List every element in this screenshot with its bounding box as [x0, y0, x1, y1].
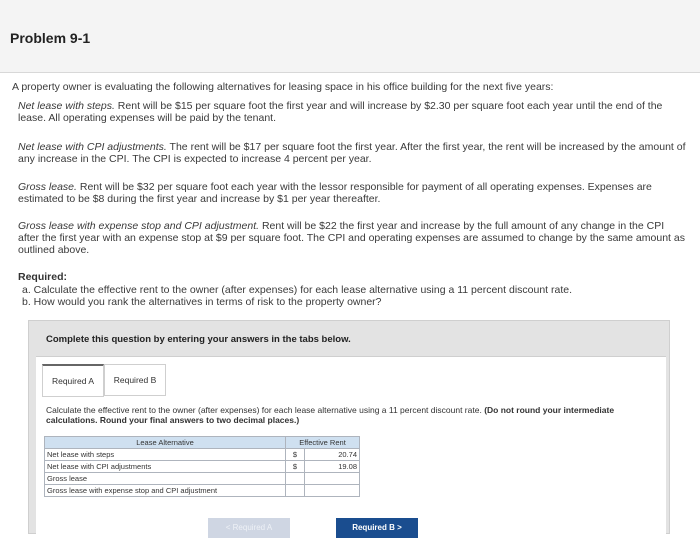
col-header-label: Lease Alternative: [45, 437, 286, 449]
row-label: Net lease with CPI adjustments: [45, 461, 286, 473]
instructions-main: Calculate the effective rent to the owner (after expenses) for each lease alternative using a 11 percent discount rate.: [46, 405, 482, 415]
answer-table: [44, 436, 360, 497]
instructions: [46, 405, 662, 425]
page-title: Problem 9-1: [10, 30, 91, 46]
required-a: a. Calculate the effective rent to the owner (after expenses) for each lease alternative using a 11 percent discount rate.: [22, 284, 573, 296]
alternative-3: [18, 181, 686, 205]
header-bar: [0, 0, 700, 73]
answer-input[interactable]: [305, 473, 360, 485]
row-label: Net lease with steps: [45, 449, 286, 461]
next-button[interactable]: Required B >: [336, 518, 418, 538]
table-row: [45, 461, 360, 473]
table-row: [45, 473, 360, 485]
alternative-2-text: The rent will be $17 per square foot the first year. After the first year, the rent will be increased by the amount of any increase in the CPI. The CPI is expected to increase 4 percent per year.: [18, 141, 686, 165]
dollar-sign: [286, 485, 305, 497]
row-label: Gross lease with expense stop and CPI adjustment: [45, 485, 286, 497]
dollar-sign: [286, 473, 305, 485]
alternative-1-lead: Net lease with steps.: [18, 100, 115, 112]
alternative-1-text: Rent will be $15 per square foot the first year and will increase by $2.30 per square foot each year until the end of the lease. All operating expenses will be paid by the tenant.: [18, 100, 663, 124]
alternative-2: [18, 141, 686, 165]
alternative-3-lead: Gross lease.: [18, 181, 77, 193]
answer-input[interactable]: 20.74: [305, 449, 360, 461]
alternative-4-lead: Gross lease with expense stop and CPI adjustment.: [18, 220, 260, 232]
required-b: b. How would you rank the alternatives in terms of risk to the property owner?: [22, 296, 382, 308]
prev-button[interactable]: < Required A: [208, 518, 290, 538]
alternative-3-text: Rent will be $32 per square foot each year with the lessor responsible for payment of all operating expenses. Expenses are estimated to be $8 during the first year and increase by $1 per year thereafter.: [18, 181, 652, 205]
alternative-4-text: Rent will be $22 the first year and increase by the full amount of any change in the CPI after the first year with an expense stop at $9 per square foot. The CPI and operating expenses are assumed to change by the same amount as outlined above.: [18, 220, 685, 256]
answer-input[interactable]: [305, 485, 360, 497]
dollar-sign: $: [286, 449, 305, 461]
tab-required-a[interactable]: Required A: [42, 364, 104, 397]
instructions-note: (Do not round your intermediate calculations. Round your final answers to two decimal places.): [46, 405, 615, 425]
alternative-1: [18, 100, 686, 124]
answer-input[interactable]: 19.08: [305, 461, 360, 473]
table-header: [45, 437, 360, 449]
table-row: [45, 449, 360, 461]
table-row: [45, 485, 360, 497]
dollar-sign: $: [286, 461, 305, 473]
col-header-value: Effective Rent: [286, 437, 360, 449]
tab-required-b[interactable]: Required B: [104, 364, 166, 396]
required-title: Required:: [18, 271, 68, 283]
intro-text: A property owner is evaluating the following alternatives for leasing space in his office building for the next five years:: [12, 81, 554, 93]
row-label: Gross lease: [45, 473, 286, 485]
alternative-4: [18, 220, 686, 256]
alternative-2-lead: Net lease with CPI adjustments.: [18, 141, 167, 153]
panel-heading: Complete this question by entering your answers in the tabs below.: [46, 334, 351, 345]
